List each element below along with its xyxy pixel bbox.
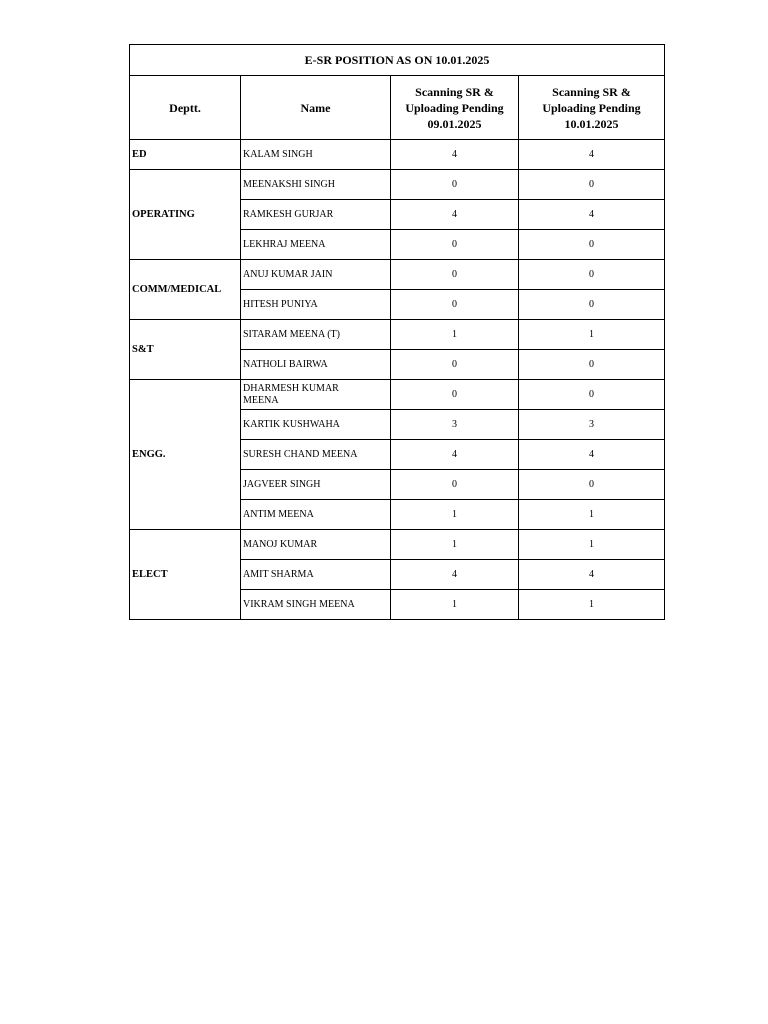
name-cell [241, 440, 391, 470]
pending-09-cell: 1 [391, 590, 519, 620]
employee-name: DHARMESH KUMAR MEENA [243, 382, 339, 406]
pending-09-cell: 0 [391, 380, 519, 410]
table-row [130, 530, 665, 560]
pending-10-cell: 0 [519, 230, 665, 260]
pending-10-cell: 1 [519, 530, 665, 560]
name-cell [241, 410, 391, 440]
name-cell [241, 260, 391, 290]
dept-cell: ED [130, 140, 241, 170]
employee-name: KALAM SINGH [243, 148, 313, 160]
header-dept-label: Deptt. [169, 100, 201, 115]
pending-09-cell: 3 [391, 410, 519, 440]
name-cell [241, 200, 391, 230]
header-pending-10-label: Scanning SR & Uploading Pending 10.01.2025 [542, 84, 641, 131]
header-pending-10 [519, 76, 665, 140]
dept-cell: COMM/MEDICAL [130, 260, 241, 320]
name-cell [241, 290, 391, 320]
dept-cell: ELECT [130, 530, 241, 620]
pending-10-cell: 4 [519, 140, 665, 170]
pending-10-cell: 1 [519, 500, 665, 530]
employee-name: MANOJ KUMAR [243, 538, 318, 550]
esr-position-table [129, 44, 665, 620]
pending-10-cell: 1 [519, 320, 665, 350]
pending-09-cell: 4 [391, 200, 519, 230]
employee-name: KARTIK KUSHWAHA [243, 418, 340, 430]
pending-10-cell: 0 [519, 380, 665, 410]
table-row [130, 170, 665, 200]
employee-name: ANTIM MEENA [243, 508, 314, 520]
document-page [129, 44, 664, 620]
pending-10-cell: 4 [519, 440, 665, 470]
pending-10-cell: 4 [519, 200, 665, 230]
header-pending-09-label: Scanning SR & Uploading Pending 09.01.2025 [405, 84, 504, 131]
name-cell [241, 590, 391, 620]
pending-09-cell: 4 [391, 440, 519, 470]
employee-name: RAMKESH GURJAR [243, 208, 334, 220]
employee-name: SITARAM MEENA (T) [243, 328, 340, 340]
employee-name: HITESH PUNIYA [243, 298, 318, 310]
name-cell [241, 470, 391, 500]
employee-name: NATHOLI BAIRWA [243, 358, 328, 370]
employee-name: LEKHRAJ MEENA [243, 238, 326, 250]
pending-09-cell: 1 [391, 530, 519, 560]
name-cell [241, 170, 391, 200]
table-body [130, 140, 665, 620]
header-dept [130, 76, 241, 140]
name-cell [241, 140, 391, 170]
employee-name: AMIT SHARMA [243, 568, 314, 580]
name-cell [241, 500, 391, 530]
employee-name: SURESH CHAND MEENA [243, 448, 358, 460]
pending-09-cell: 0 [391, 290, 519, 320]
name-cell [241, 230, 391, 260]
header-name-label: Name [300, 100, 331, 115]
table-row [130, 380, 665, 410]
pending-09-cell: 0 [391, 470, 519, 500]
name-cell [241, 350, 391, 380]
dept-cell: OPERATING [130, 170, 241, 260]
table-title: E-SR POSITION AS ON 10.01.2025 [130, 45, 665, 76]
pending-10-cell: 0 [519, 170, 665, 200]
pending-09-cell: 0 [391, 260, 519, 290]
pending-09-cell: 0 [391, 350, 519, 380]
pending-09-cell: 0 [391, 230, 519, 260]
pending-10-cell: 0 [519, 350, 665, 380]
pending-10-cell: 4 [519, 560, 665, 590]
name-cell [241, 380, 391, 410]
pending-10-cell: 0 [519, 260, 665, 290]
pending-09-cell: 1 [391, 320, 519, 350]
employee-name: VIKRAM SINGH MEENA [243, 598, 355, 610]
name-cell [241, 530, 391, 560]
pending-10-cell: 0 [519, 290, 665, 320]
employee-name: ANUJ KUMAR JAIN [243, 268, 333, 280]
pending-10-cell: 0 [519, 470, 665, 500]
pending-09-cell: 4 [391, 560, 519, 590]
header-name [241, 76, 391, 140]
pending-09-cell: 4 [391, 140, 519, 170]
table-row [130, 320, 665, 350]
employee-name: JAGVEER SINGH [243, 478, 321, 490]
dept-cell: ENGG. [130, 380, 241, 530]
name-cell [241, 560, 391, 590]
dept-cell: S&T [130, 320, 241, 380]
pending-10-cell: 3 [519, 410, 665, 440]
name-cell [241, 320, 391, 350]
pending-09-cell: 0 [391, 170, 519, 200]
table-row [130, 140, 665, 170]
pending-09-cell: 1 [391, 500, 519, 530]
table-row [130, 260, 665, 290]
header-pending-09 [391, 76, 519, 140]
employee-name: MEENAKSHI SINGH [243, 178, 335, 190]
pending-10-cell: 1 [519, 590, 665, 620]
